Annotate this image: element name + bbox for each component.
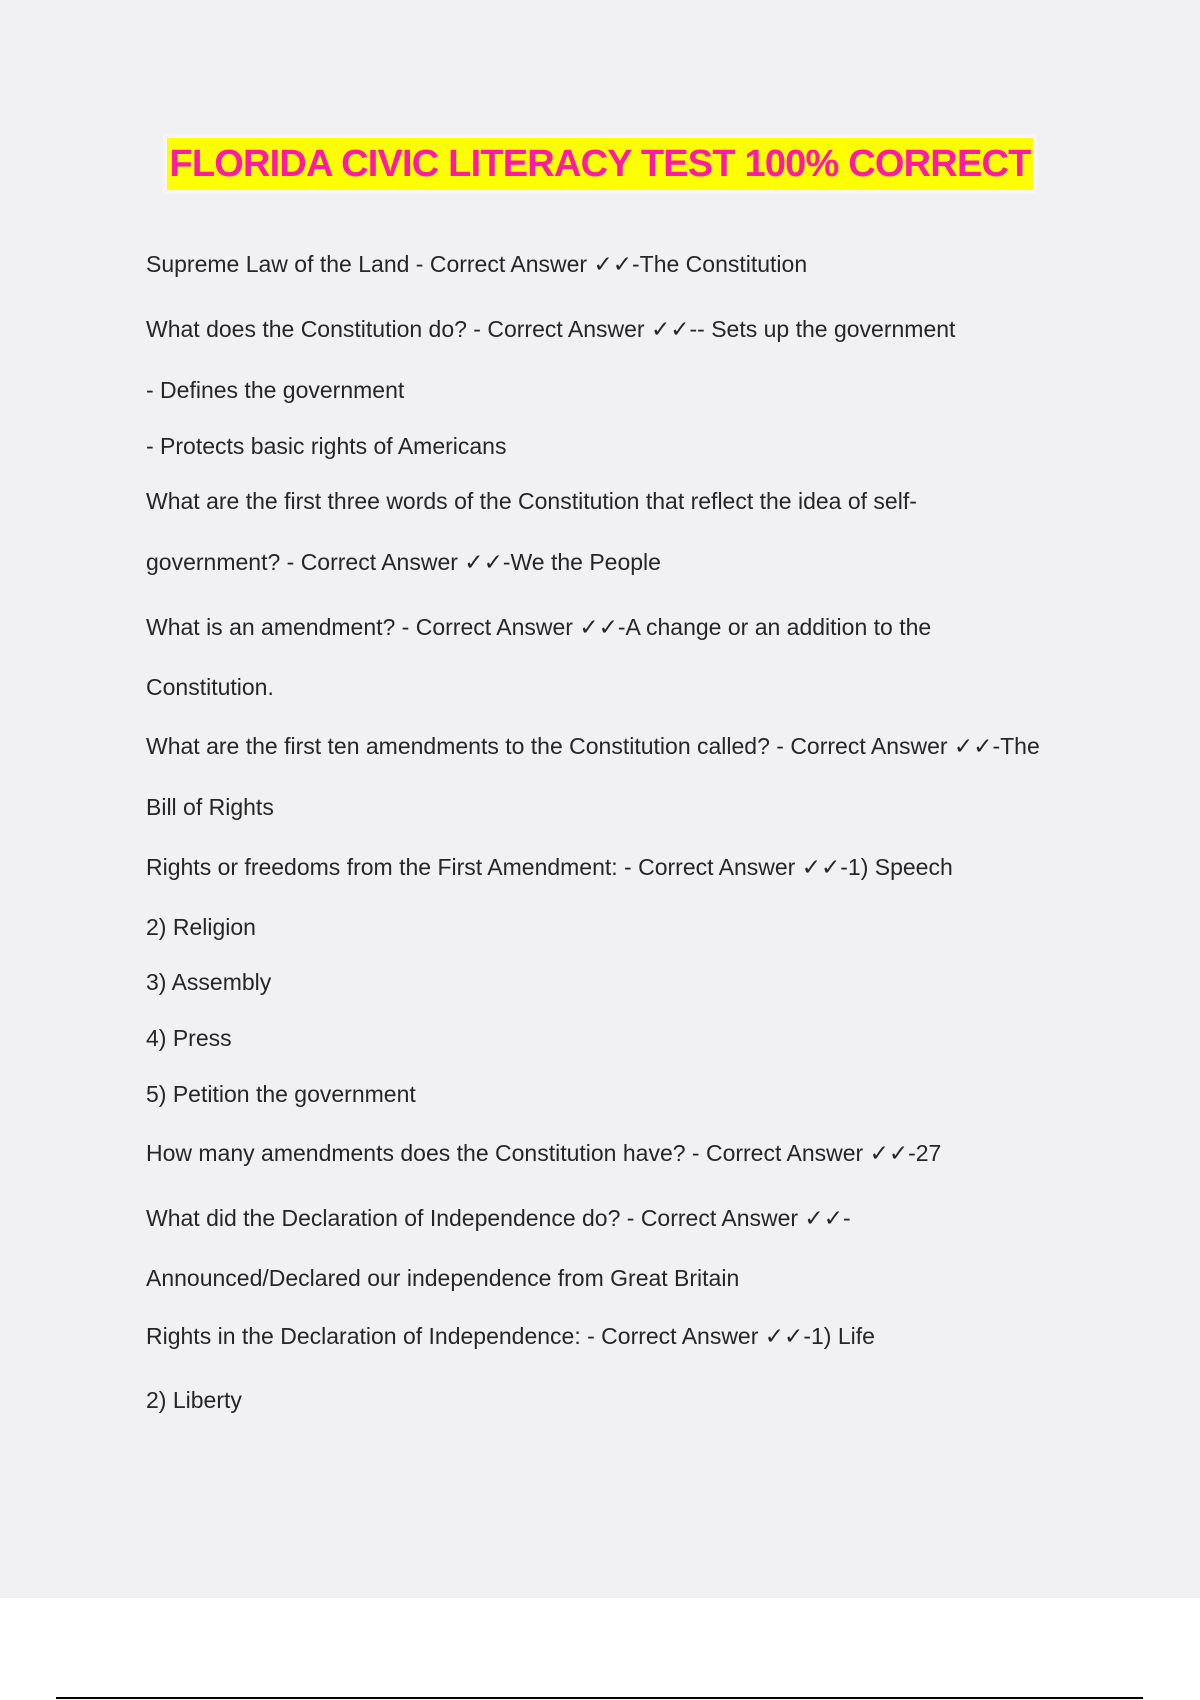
document-title: FLORIDA CIVIC LITERACY TEST 100% CORRECT	[167, 138, 1032, 190]
text-line: What are the first three words of the Constitution that reflect the idea of self-	[146, 488, 917, 514]
text-line: What does the Constitution do? - Correct Answer ✓✓-- Sets up the government	[146, 316, 956, 342]
text-line: What is an amendment? - Correct Answer ✓✓-A change or an addition to the	[146, 614, 932, 640]
text-line: 5) Petition the government	[146, 1081, 416, 1107]
text-line: Announced/Declared our independence from Great Britain	[146, 1265, 740, 1291]
text-line: Constitution.	[146, 674, 274, 700]
text-line: Rights or freedoms from the First Amendment: - Correct Answer ✓✓-1) Speech	[146, 854, 953, 880]
text-line: 4) Press	[146, 1025, 232, 1051]
text-line: 2) Religion	[146, 914, 256, 940]
text-line: - Defines the government	[146, 377, 405, 403]
text-line: 2) Liberty	[146, 1387, 242, 1413]
text-line: 3) Assembly	[146, 969, 272, 995]
text-line: How many amendments does the Constitution have? - Correct Answer ✓✓-27	[146, 1140, 942, 1166]
text-line: - Protects basic rights of Americans	[146, 433, 507, 459]
text-line: government? - Correct Answer ✓✓-We the People	[146, 549, 661, 575]
text-line: Bill of Rights	[146, 794, 274, 820]
footer-divider	[56, 1697, 1143, 1699]
text-line: What are the first ten amendments to the Constitution called? - Correct Answer ✓✓-The	[146, 733, 1040, 759]
text-line: Supreme Law of the Land - Correct Answer ✓✓-The Constitution	[146, 251, 808, 277]
text-line: What did the Declaration of Independence do? - Correct Answer ✓✓-	[146, 1205, 851, 1231]
title-wrap	[0, 138, 1200, 190]
text-line: Rights in the Declaration of Independence: - Correct Answer ✓✓-1) Life	[146, 1323, 875, 1349]
